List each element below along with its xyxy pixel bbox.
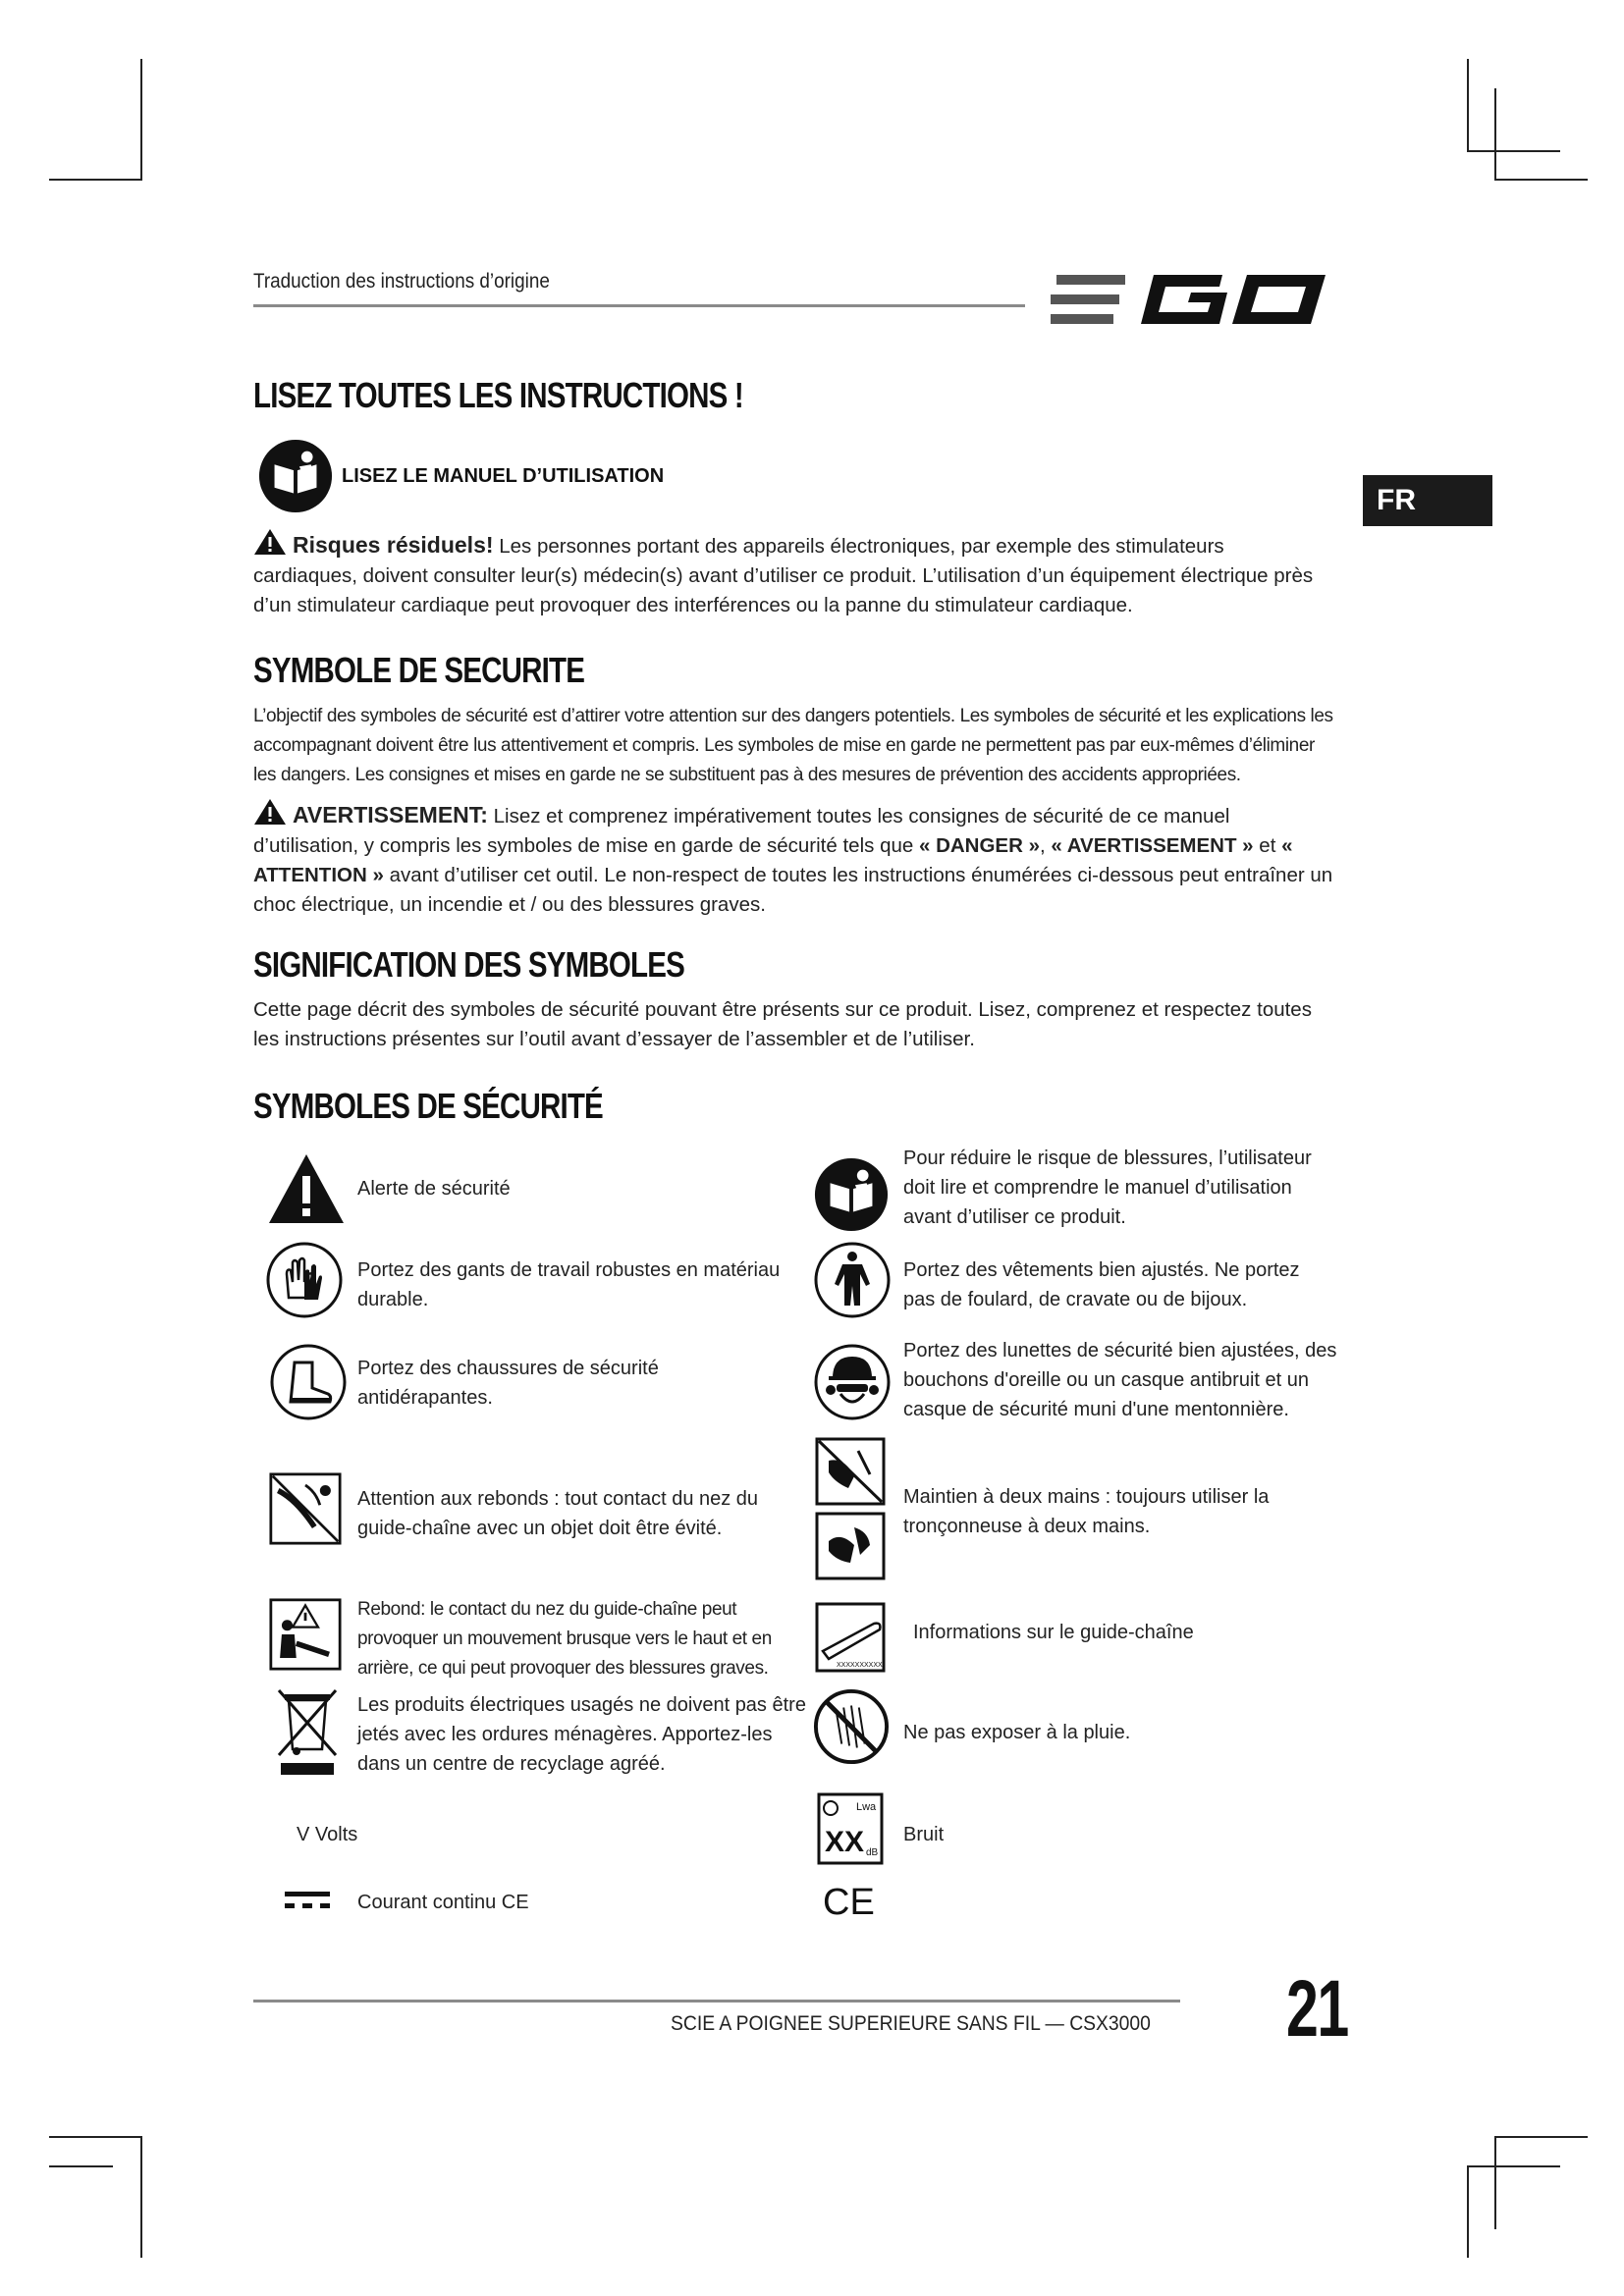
logo-text: EGO <box>1051 267 1054 268</box>
warning-sep-2: et <box>1253 834 1282 857</box>
footer-rule <box>253 2000 1180 2002</box>
header-rule <box>253 304 1025 307</box>
no-rain-icon <box>813 1688 890 1765</box>
weee-bin-icon <box>275 1686 340 1777</box>
symbol-text-clothing: Portez des vêtements bien ajustés. Ne portez pas de foulard, de cravate ou de bijoux. <box>903 1259 1300 1310</box>
safety-boot-icon <box>269 1343 348 1421</box>
crop-mark <box>49 179 142 181</box>
crop-mark <box>49 2165 113 2167</box>
safety-symbol-paragraph: L’objectif des symboles de sécurité est d’attirer votre attention sur des dangers potentiels. Les symboles de sécurité et les explications les accompagnant doivent être lus attentivement et compris. Les symboles de mise en garde ne permettent pas par eux-mêmes d’éliminer les dangers. Les consignes et mises en garde ne se substituent pas à des mesures de prévention des accidents appropriées. <box>253 706 1333 785</box>
symbol-text-dc: Courant continu CE <box>357 1892 529 1913</box>
residual-risk-lead: Risques résiduels! <box>293 532 494 558</box>
crop-mark <box>1467 2165 1469 2258</box>
symbol-text-no-rain: Ne pas exposer à la pluie. <box>903 1722 1131 1743</box>
two-hands-icon <box>815 1437 886 1580</box>
symbol-text-kickback-warning: Rebond: le contact du nez du guide-chaîne peut provoquer un mouvement brusque vers le haut et en arrière, ce qui peut provoquer des blessures graves. <box>357 1599 772 1679</box>
manual-label: LISEZ LE MANUEL D’UTILISATION <box>342 465 665 487</box>
symbol-text-protection: Portez des lunettes de sécurité bien ajustées, des bouchons d'oreille ou un casque antibruit et un casque de sécurité muni d'une mentonnière. <box>903 1340 1337 1420</box>
guide-bar-code: XXXXXXXXXX <box>837 1662 883 1669</box>
ce-mark-text: CE <box>823 1882 875 1920</box>
warning-avertissement: « AVERTISSEMENT » <box>1051 834 1254 857</box>
symbol-text-weee: Les produits électriques usagés ne doivent pas être jetés avec les ordures ménagères. Apportez-les dans un centre de recyclage agréé. <box>357 1694 806 1775</box>
alert-triangle-icon <box>267 1150 346 1229</box>
symbol-text-two-hands: Maintien à deux mains : toujours utiliser la tronçonneuse à deux mains. <box>903 1486 1270 1537</box>
warning-lead: AVERTISSEMENT: <box>293 802 488 828</box>
symbol-text-volts: V Volts <box>297 1824 358 1845</box>
crop-mark <box>140 59 142 181</box>
warning-paragraph <box>253 798 1333 920</box>
ego-logo-icon <box>1051 267 1345 336</box>
crop-mark <box>1494 88 1496 181</box>
footer-product: SCIE A POIGNEE SUPERIEURE SANS FIL — CSX3000 <box>671 2012 1151 2035</box>
crop-mark <box>1467 59 1469 152</box>
kickback-warning-icon <box>269 1598 342 1671</box>
eye-ear-head-protection-icon <box>813 1343 892 1421</box>
crop-mark <box>1494 179 1588 181</box>
crop-mark <box>1467 150 1560 152</box>
header-subtitle: Traduction des instructions d’origine <box>253 270 550 293</box>
ce-mark-icon <box>823 1881 882 1920</box>
symbol-text-kickback-contact: Attention aux rebonds : tout contact du nez du guide-chaîne avec un objet doit être évité. <box>357 1488 759 1539</box>
crop-mark <box>140 2136 142 2258</box>
language-tab: FR <box>1363 475 1492 526</box>
read-manual-icon <box>813 1156 890 1233</box>
symbol-text-noise: Bruit <box>903 1824 945 1845</box>
noise-value: XX <box>825 1826 865 1858</box>
noise-unit: dB <box>866 1847 879 1858</box>
symbol-text-read-manual: Pour réduire le risque de blessures, l’utilisateur doit lire et comprendre le manuel d’utilisation avant d’utiliser ce produit. <box>903 1148 1312 1228</box>
crop-mark <box>1494 2136 1588 2138</box>
brand-logo <box>1051 267 1345 336</box>
noise-level-icon <box>817 1792 884 1865</box>
warning-danger: « DANGER » <box>918 834 1040 857</box>
section-title-safety-symbol: SYMBOLE DE SECURITE <box>253 650 585 690</box>
dc-current-icon <box>285 1889 330 1912</box>
warning-text-2: avant d’utiliser cet outil. Le non-respect de toutes les instructions énumérées ci-dessous peut entraîner un choc électrique, un incendie et / ou des blessures graves. <box>253 864 1333 916</box>
residual-risk-paragraph <box>253 528 1333 620</box>
fitted-clothing-icon <box>813 1241 892 1319</box>
symbol-text-alert: Alerte de sécurité <box>357 1178 511 1200</box>
section-title-symbols: SYMBOLES DE SÉCURITÉ <box>253 1086 603 1126</box>
symbol-text-gloves: Portez des gants de travail robustes en matériau durable. <box>357 1259 781 1310</box>
page-number: 21 <box>1286 1964 1348 2054</box>
section-title-meaning: SIGNIFICATION DES SYMBOLES <box>253 944 685 985</box>
warning-triangle-icon <box>253 798 287 826</box>
warning-attention: « ATTENTION » <box>253 834 1293 886</box>
kickback-contact-icon <box>269 1472 342 1545</box>
meaning-paragraph: Cette page décrit des symboles de sécurité pouvant être présents sur ce produit. Lisez, comprenez et respectez toutes les instructions présentes sur l’outil avant d’essayer de l’assembler et de l’utiliser. <box>253 998 1312 1050</box>
guide-bar-icon <box>815 1602 886 1673</box>
residual-risk-text: Les personnes portant des appareils électroniques, par exemple des stimulateurs cardiaques, doivent consulter leur(s) médecin(s) avant d’utiliser ce produit. L’utilisation d’un équipement électrique près d’un stimulateur cardiaque peut provoquer des interférences ou la panne du stimulateur cardiaque. <box>253 535 1314 616</box>
crop-mark <box>1467 2165 1560 2167</box>
symbol-text-boots: Portez des chaussures de sécurité antidérapantes. <box>357 1358 659 1409</box>
crop-mark <box>49 2136 142 2138</box>
crop-mark <box>1494 2136 1496 2229</box>
warning-triangle-icon <box>253 528 287 556</box>
read-manual-icon <box>257 438 334 514</box>
section-title-read-all: LISEZ TOUTES LES INSTRUCTIONS ! <box>253 375 743 415</box>
gloves-icon <box>265 1241 344 1319</box>
warning-text-1: Lisez et comprenez impérativement toutes les consignes de sécurité de ce manuel d’utilisation, y compris les symboles de mise en garde de sécurité tels que <box>253 805 1230 857</box>
noise-top-label: Lwa <box>856 1801 877 1813</box>
symbol-text-guide-bar: Informations sur le guide-chaîne <box>913 1622 1194 1643</box>
warning-sep-1: , <box>1040 834 1052 857</box>
